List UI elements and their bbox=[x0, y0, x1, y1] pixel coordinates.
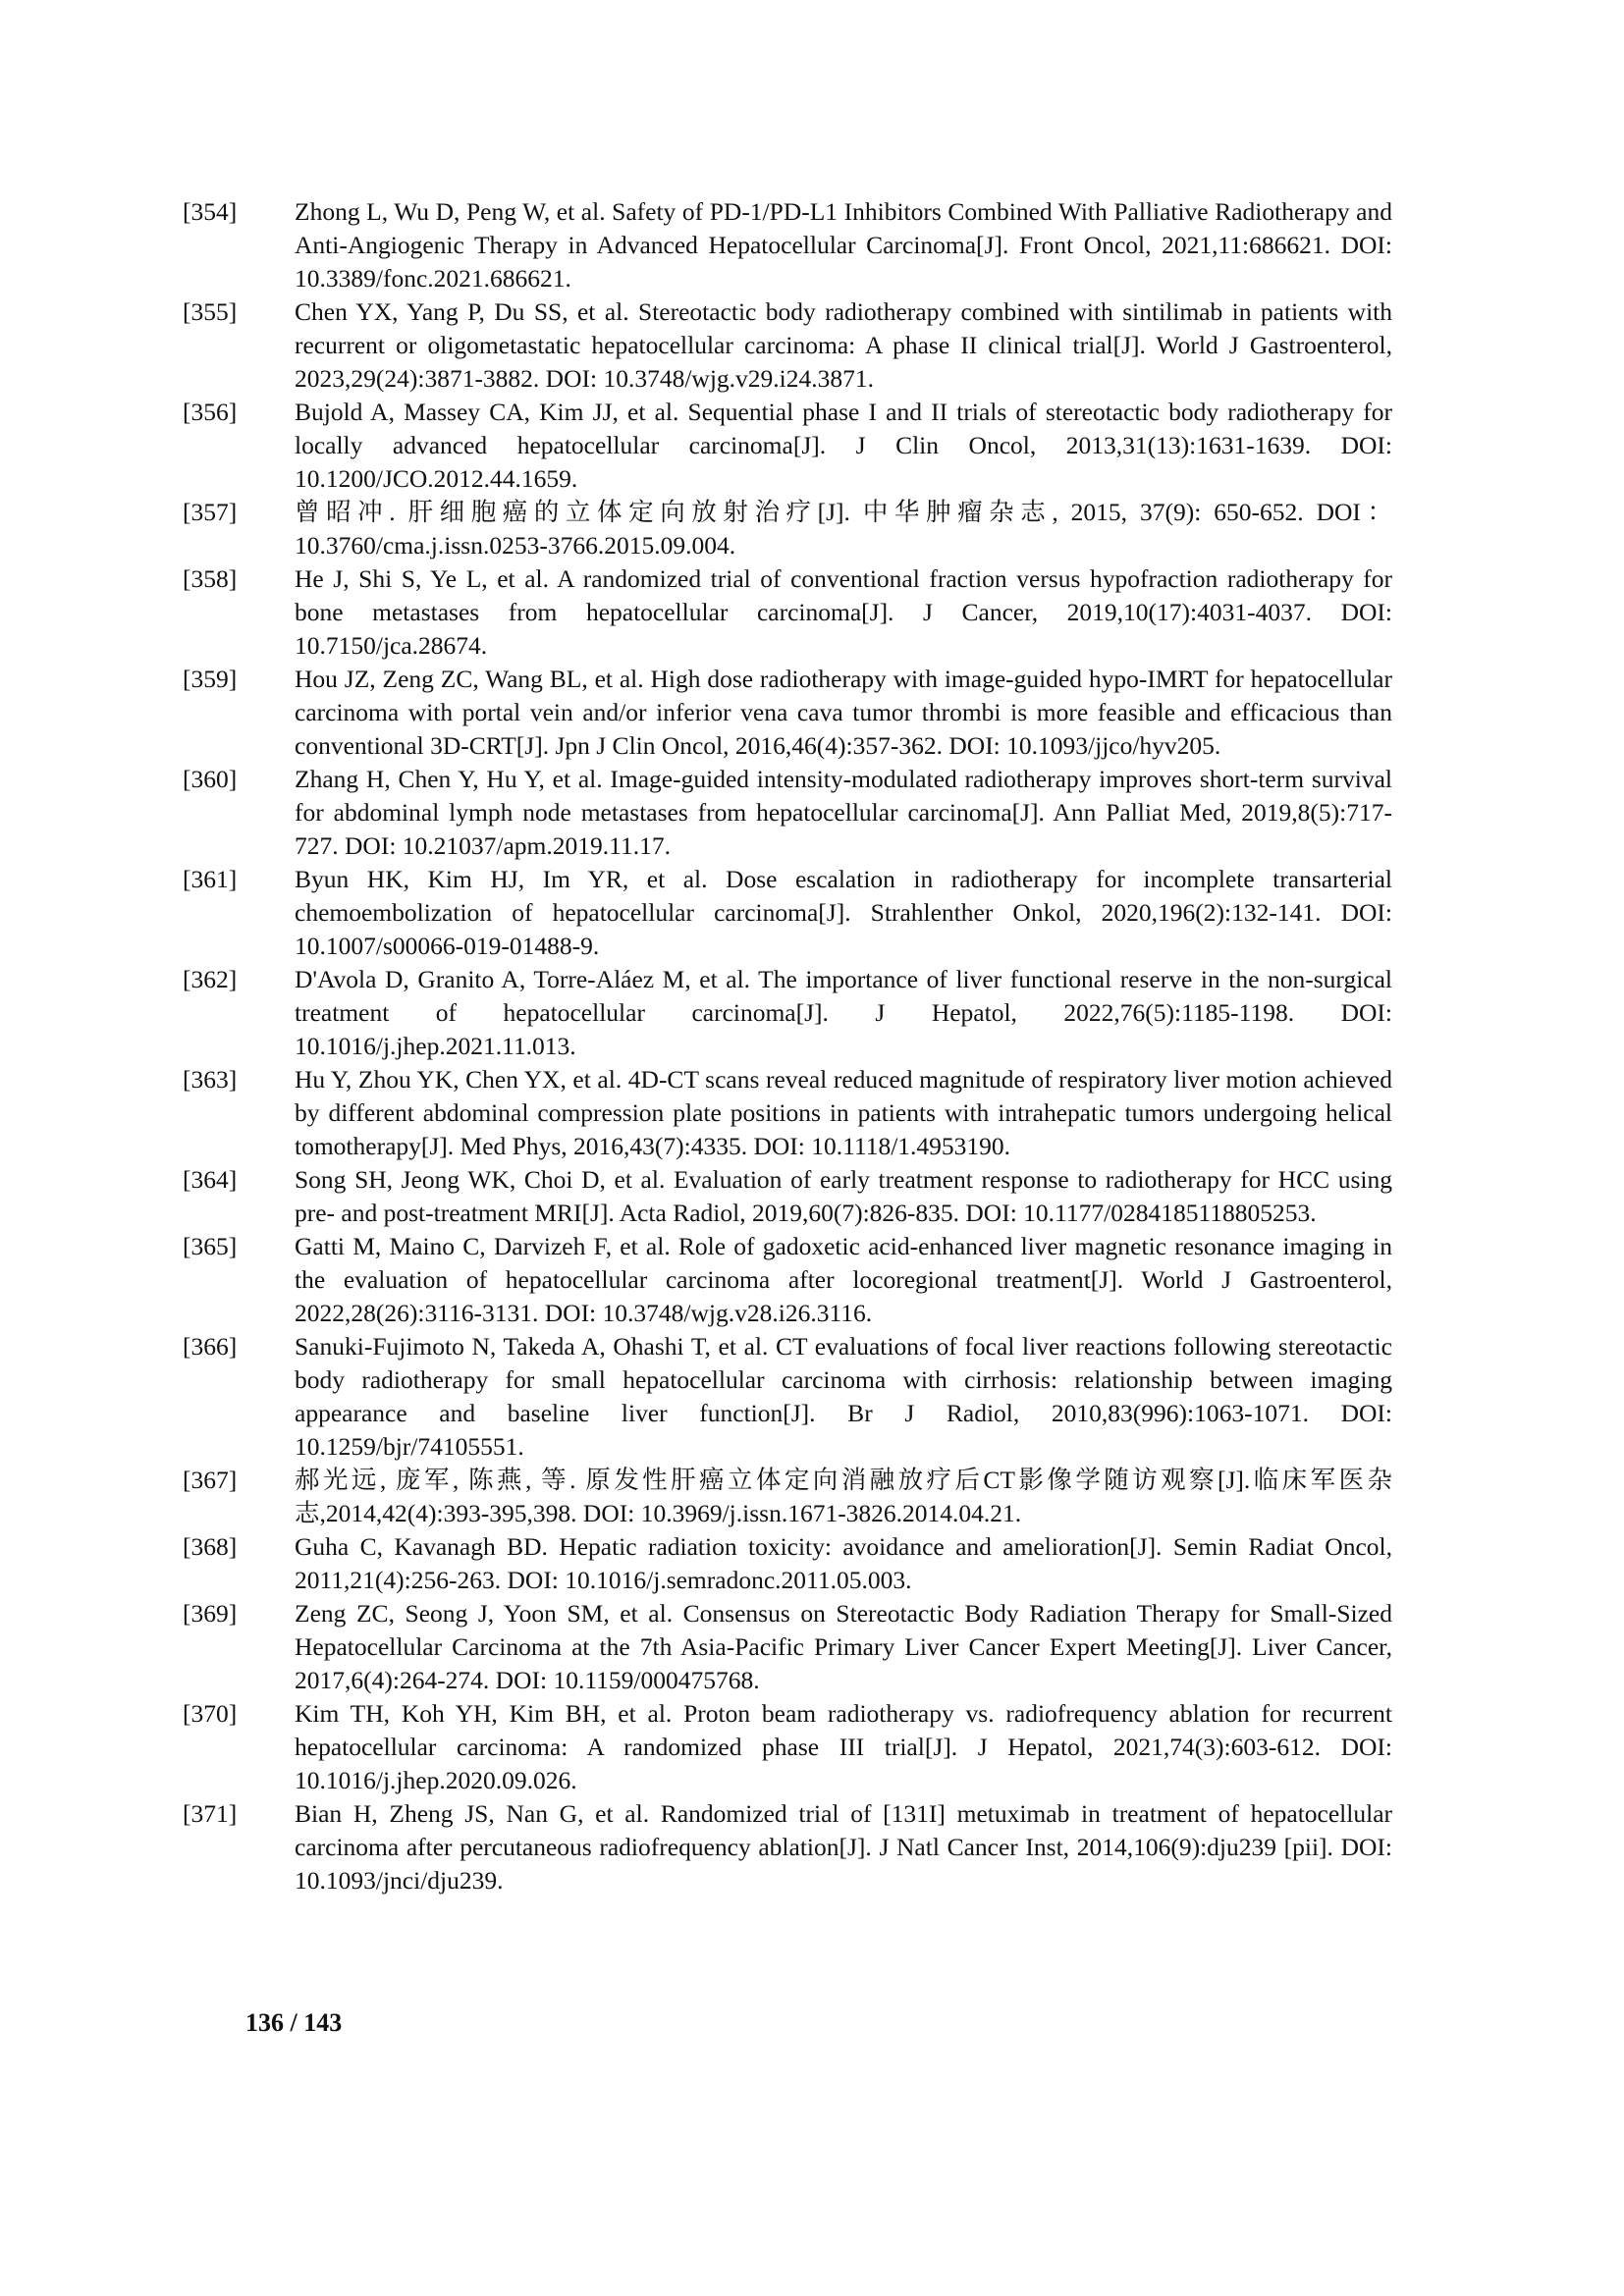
reference-text: Hu Y, Zhou YK, Chen YX, et al. 4D-CT scans reveal reduced magnitude of respiratory liver motion achieved by different abdominal compression plate positions in patients with intrahepatic tumors undergoing helical tomotherapy[J]. Med Phys, 2016,43(7):4335. DOI: 10.1118/1.4953190. bbox=[295, 1065, 1392, 1160]
reference-text: 曾昭冲. 肝细胞癌的立体定向放射治疗[J]. 中华肿瘤杂志, 2015, 37(9): 650-652. DOI：10.3760/cma.j.issn.0253-3766.2015.09.004. bbox=[295, 498, 1392, 560]
reference-item bbox=[183, 763, 1392, 863]
page-number: 136 / 143 bbox=[245, 2008, 343, 2037]
reference-item bbox=[183, 1597, 1392, 1697]
reference-number: [358] bbox=[183, 564, 238, 593]
reference-text: 郝光远, 庞军, 陈燕, 等. 原发性肝癌立体定向消融放疗后CT影像学随访观察[J].临床军医杂志,2014,42(4):393-395,398. DOI: 10.3969/j.issn.1671-3826.2014.04.21. bbox=[295, 1466, 1392, 1527]
reference-item bbox=[183, 863, 1392, 963]
reference-text: Kim TH, Koh YH, Kim BH, et al. Proton beam radiotherapy vs. radiofrequency ablation for recurrent hepatocellular carcinoma: A randomized phase III trial[J]. J Hepatol, 2021,74(3):603-612. DOI: 10.1016/j.jhep.2020.09.026. bbox=[295, 1699, 1392, 1794]
reference-number: [371] bbox=[183, 1799, 238, 1828]
reference-text: Bujold A, Massey CA, Kim JJ, et al. Sequential phase I and II trials of stereotactic body radiotherapy for locally advanced hepatocellular carcinoma[J]. J Clin Oncol, 2013,31(13):1631-1639. DOI: 10.1200/JCO.2012.44.1659. bbox=[295, 398, 1392, 493]
reference-number: [362] bbox=[183, 965, 238, 993]
reference-text: Chen YX, Yang P, Du SS, et al. Stereotactic body radiotherapy combined with sintilimab in patients with recurrent or oligometastatic hepatocellular carcinoma: A phase II clinical trial[J]. World J Gastroenterol, 2023,29(24):3871-3882. DOI: 10.3748/wjg.v29.i24.3871. bbox=[295, 297, 1392, 393]
reference-number: [361] bbox=[183, 865, 238, 893]
reference-text: Zeng ZC, Seong J, Yoon SM, et al. Consensus on Stereotactic Body Radiation Therapy for Small-Sized Hepatocellular Carcinoma at the 7th Asia-Pacific Primary Liver Cancer Expert Meeting[J]. Liver Cancer, 2017,6(4):264-274. DOI: 10.1159/000475768. bbox=[295, 1599, 1392, 1694]
reference-text: D'Avola D, Granito A, Torre-Aláez M, et al. The importance of liver functional reserve in the non-surgical treatment of hepatocellular carcinoma[J]. J Hepatol, 2022,76(5):1185-1198. DOI: 10.1016/j.jhep.2021.11.013. bbox=[295, 965, 1392, 1060]
reference-item bbox=[183, 1063, 1392, 1163]
reference-number: [357] bbox=[183, 498, 238, 526]
reference-number: [368] bbox=[183, 1532, 238, 1561]
reference-text: Bian H, Zheng JS, Nan G, et al. Randomized trial of [131I] metuximab in treatment of hepatocellular carcinoma after percutaneous radiofrequency ablation[J]. J Natl Cancer Inst, 2014,106(9):dju239 [pii]. DOI: 10.1093/jnci/dju239. bbox=[295, 1799, 1392, 1895]
reference-number: [365] bbox=[183, 1232, 238, 1260]
reference-number: [367] bbox=[183, 1466, 238, 1494]
reference-text: Hou JZ, Zeng ZC, Wang BL, et al. High dose radiotherapy with image-guided hypo-IMRT for hepatocellular carcinoma with portal vein and/or inferior vena cava tumor thrombi is more feasible and efficacious than conventional 3D-CRT[J]. Jpn J Clin Oncol, 2016,46(4):357-362. DOI: 10.1093/jjco/hyv205. bbox=[295, 665, 1392, 760]
reference-item bbox=[183, 496, 1392, 562]
reference-item bbox=[183, 963, 1392, 1063]
reference-number: [366] bbox=[183, 1332, 238, 1361]
reference-text: Gatti M, Maino C, Darvizeh F, et al. Role of gadoxetic acid-enhanced liver magnetic resonance imaging in the evaluation of hepatocellular carcinoma after locoregional treatment[J]. World J Gastroenterol, 2022,28(26):3116-3131. DOI: 10.3748/wjg.v28.i26.3116. bbox=[295, 1232, 1392, 1327]
reference-item bbox=[183, 1330, 1392, 1464]
reference-text: Song SH, Jeong WK, Choi D, et al. Evaluation of early treatment response to radiotherapy for HCC using pre- and post-treatment MRI[J]. Acta Radiol, 2019,60(7):826-835. DOI: 10.1177/0284185118805253. bbox=[295, 1165, 1392, 1227]
reference-item bbox=[183, 663, 1392, 763]
reference-item bbox=[183, 1797, 1392, 1897]
reference-number: [369] bbox=[183, 1599, 238, 1628]
reference-text: He J, Shi S, Ye L, et al. A randomized trial of conventional fraction versus hypofraction radiotherapy for bone metastases from hepatocellular carcinoma[J]. J Cancer, 2019,10(17):4031-4037. DOI: 10.7150/jca.28674. bbox=[295, 564, 1392, 660]
reference-text: Guha C, Kavanagh BD. Hepatic radiation toxicity: avoidance and amelioration[J]. Semin Radiat Oncol, 2011,21(4):256-263. DOI: 10.1016/j.semradonc.2011.05.003. bbox=[295, 1532, 1392, 1594]
reference-text: Sanuki-Fujimoto N, Takeda A, Ohashi T, et al. CT evaluations of focal liver reactions following stereotactic body radiotherapy for small hepatocellular carcinoma with cirrhosis: relationship between imaging appearance and baseline liver function[J]. Br J Radiol, 2010,83(996):1063-1071. DOI: 10.1259/bjr/74105551. bbox=[295, 1332, 1392, 1461]
reference-item bbox=[183, 1464, 1392, 1530]
reference-number: [364] bbox=[183, 1165, 238, 1194]
reference-text: Zhong L, Wu D, Peng W, et al. Safety of PD-1/PD-L1 Inhibitors Combined With Palliative Radiotherapy and Anti-Angiogenic Therapy in Advanced Hepatocellular Carcinoma[J]. Front Oncol, 2021,11:686621. DOI: 10.3389/fonc.2021.686621. bbox=[295, 197, 1392, 293]
reference-number: [363] bbox=[183, 1065, 238, 1094]
reference-item bbox=[183, 562, 1392, 663]
reference-text: Zhang H, Chen Y, Hu Y, et al. Image-guided intensity-modulated radiotherapy improves short-term survival for abdominal lymph node metastases from hepatocellular carcinoma[J]. Ann Palliat Med, 2019,8(5):717-727. DOI: 10.21037/apm.2019.11.17. bbox=[295, 765, 1392, 860]
reference-item bbox=[183, 1230, 1392, 1330]
reference-number: [356] bbox=[183, 398, 238, 426]
reference-text: Byun HK, Kim HJ, Im YR, et al. Dose escalation in radiotherapy for incomplete transarterial chemoembolization of hepatocellular carcinoma[J]. Strahlenther Onkol, 2020,196(2):132-141. DOI: 10.1007/s00066-019-01488-9. bbox=[295, 865, 1392, 960]
reference-item bbox=[183, 1163, 1392, 1230]
reference-item bbox=[183, 1697, 1392, 1797]
reference-number: [354] bbox=[183, 197, 238, 226]
reference-number: [360] bbox=[183, 765, 238, 793]
reference-item bbox=[183, 195, 1392, 295]
reference-list bbox=[183, 195, 1392, 1897]
reference-number: [355] bbox=[183, 297, 238, 326]
reference-number: [359] bbox=[183, 665, 238, 693]
reference-number: [370] bbox=[183, 1699, 238, 1728]
reference-item bbox=[183, 1530, 1392, 1597]
reference-item bbox=[183, 396, 1392, 496]
reference-item bbox=[183, 295, 1392, 396]
